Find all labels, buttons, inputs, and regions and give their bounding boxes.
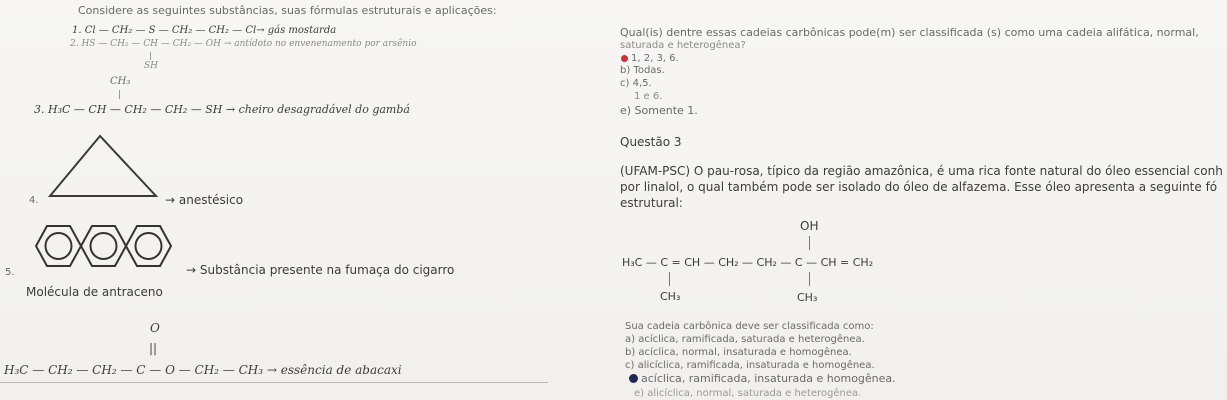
anthracene-structure <box>26 216 206 276</box>
substance-1: 1. Cl — CH₂ — S — CH₂ — CH₂ — Cl→ gás mostarda <box>72 25 337 36</box>
branch-bond <box>150 52 151 60</box>
substance-5-label: → Substância presente na fumaça do cigarro <box>186 263 455 277</box>
carbonyl-double-bond: || <box>149 341 158 355</box>
linalol-methyl-right: CH₃ <box>797 291 818 304</box>
substance-2: 2. HS — CH₂ — CH — CH₂ — OH → antídoto no envenenamento por arsênio <box>70 39 417 49</box>
question-3-text-line-3: estrutural: <box>620 196 683 210</box>
substance-5-number: 5. <box>5 267 15 278</box>
question-3-option-d[interactable]: acíclica, ramificada, insaturada e homogênea. <box>641 372 896 385</box>
selected-answer-marker <box>621 55 628 62</box>
substance-4-label: → anestésico <box>165 193 244 207</box>
question-3-option-b[interactable]: b) acíclica, normal, insaturada e homogênea. <box>625 347 852 358</box>
selected-answer-marker <box>629 374 638 383</box>
question-3-option-c[interactable]: c) alicíclica, ramificada, insaturada e homogênea. <box>625 360 875 371</box>
question-3-option-a[interactable]: a) acíclica, ramificada, saturada e heterogênea. <box>625 334 865 345</box>
question-3-title: Questão 3 <box>620 135 682 149</box>
branch-bond <box>119 90 120 99</box>
question-2-option-a[interactable]: 1, 2, 3, 6. <box>631 53 679 64</box>
question-2-option-e[interactable]: e) Somente 1. <box>620 104 698 117</box>
substance-4-number: 4. <box>29 195 39 206</box>
question-2-option-d[interactable]: 1 e 6. <box>634 91 663 102</box>
question-3-text-line-2: por linalol, o qual também pode ser isolado do óleo de alfazema. Esse óleo apresenta a seguinte fó <box>620 180 1218 194</box>
methyl-bond-right <box>809 272 810 286</box>
linalol-oh-group: OH <box>800 219 819 233</box>
oh-bond <box>809 236 810 250</box>
question-2-option-c[interactable]: c) 4,5. <box>620 78 652 89</box>
substance-3-branch: CH₃ <box>110 76 131 87</box>
linalol-methyl-left: CH₃ <box>660 290 681 303</box>
question-2-text-line-2: saturada e heterogênea? <box>620 40 746 51</box>
anthracene-caption: Molécula de antraceno <box>26 285 163 299</box>
question-2-text-line-1: Qual(is) dentre essas cadeias carbônicas pode(m) ser classificada (s) como uma cadeia alifática, normal, <box>620 26 1199 39</box>
methyl-bond-left <box>669 272 670 286</box>
question-3-prompt: Sua cadeia carbônica deve ser classificada como: <box>625 321 874 332</box>
section-divider <box>0 382 548 383</box>
substance-2-branch: SH <box>144 61 159 71</box>
intro-text: Considere as seguintes substâncias, suas fórmulas estruturais e aplicações: <box>78 4 497 17</box>
question-2-option-b[interactable]: b) Todas. <box>620 65 665 76</box>
substance-3: 3. H₃C — CH — CH₂ — CH₂ — SH → cheiro desagradável do gambá <box>34 103 410 116</box>
question-3-option-e[interactable]: e) alicíclica, normal, saturada e heterogênea. <box>634 388 862 399</box>
substance-6: H₃C — CH₂ — CH₂ — C — O — CH₂ — CH₃ → essência de abacaxi <box>4 363 402 377</box>
carbonyl-oxygen: O <box>150 321 160 335</box>
linalol-main-chain: H₃C — C = CH — CH₂ — CH₂ — C — CH = CH₂ <box>622 256 874 269</box>
question-3-text-line-1: (UFAM-PSC) O pau-rosa, típico da região amazônica, é uma rica fonte natural do óleo essencial conh <box>620 164 1223 178</box>
